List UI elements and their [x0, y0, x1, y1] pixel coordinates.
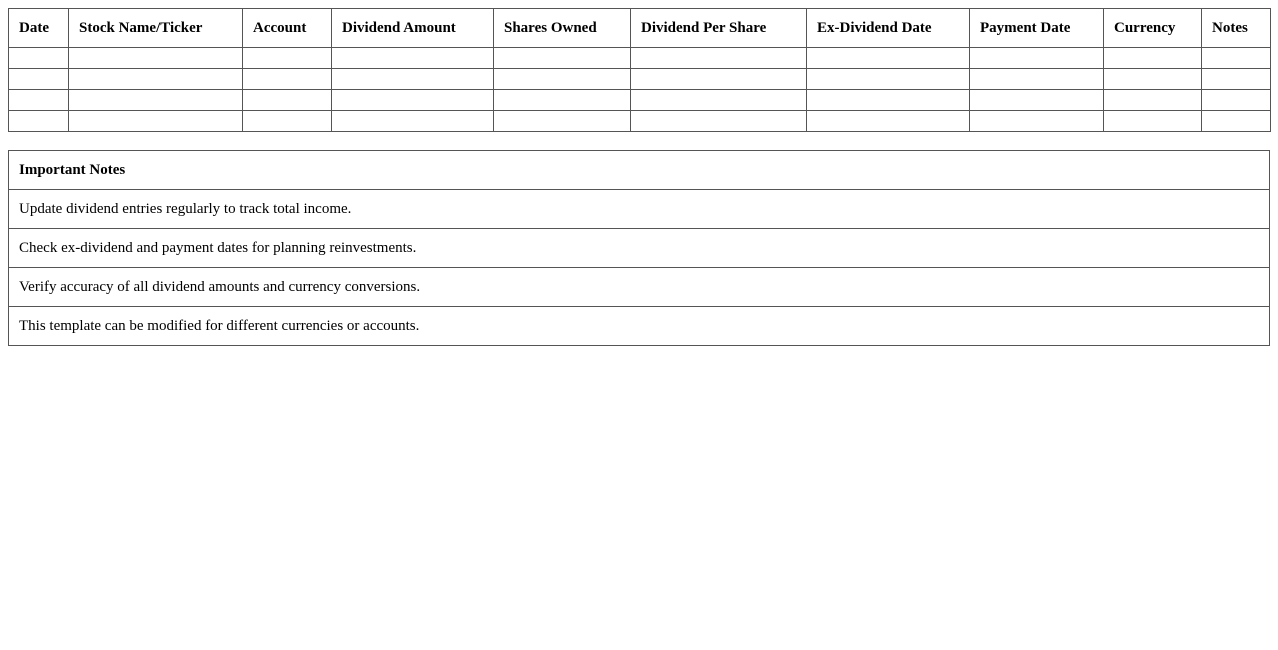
table-cell-currency[interactable] — [1104, 90, 1202, 111]
table-cell-stock-name-ticker[interactable] — [69, 69, 243, 90]
column-header-notes: Notes — [1202, 9, 1271, 48]
note-item: Verify accuracy of all dividend amounts and currency conversions. — [9, 268, 1270, 307]
note-item: Check ex-dividend and payment dates for planning reinvestments. — [9, 229, 1270, 268]
note-row — [9, 229, 1270, 268]
page-content — [8, 8, 1270, 346]
table-cell-dividend-per-share[interactable] — [631, 111, 807, 132]
column-header-dividend-per-share: Dividend Per Share — [631, 9, 807, 48]
table-cell-notes[interactable] — [1202, 111, 1271, 132]
column-header-stock-name-ticker: Stock Name/Ticker — [69, 9, 243, 48]
table-cell-ex-dividend-date[interactable] — [807, 69, 970, 90]
table-cell-ex-dividend-date[interactable] — [807, 111, 970, 132]
dividend-tracker-table — [8, 8, 1271, 132]
table-cell-notes[interactable] — [1202, 90, 1271, 111]
note-item: This template can be modified for different currencies or accounts. — [9, 307, 1270, 346]
table-row — [9, 69, 1271, 90]
table-cell-dividend-amount[interactable] — [332, 111, 494, 132]
table-cell-dividend-per-share[interactable] — [631, 48, 807, 69]
table-cell-date[interactable] — [9, 90, 69, 111]
note-item: Update dividend entries regularly to track total income. — [9, 190, 1270, 229]
table-cell-account[interactable] — [243, 69, 332, 90]
table-cell-currency[interactable] — [1104, 69, 1202, 90]
column-header-dividend-amount: Dividend Amount — [332, 9, 494, 48]
table-cell-ex-dividend-date[interactable] — [807, 48, 970, 69]
note-row — [9, 190, 1270, 229]
table-cell-stock-name-ticker[interactable] — [69, 48, 243, 69]
notes-title: Important Notes — [9, 151, 1270, 190]
table-cell-shares-owned[interactable] — [494, 48, 631, 69]
table-cell-dividend-amount[interactable] — [332, 48, 494, 69]
column-header-date: Date — [9, 9, 69, 48]
table-cell-account[interactable] — [243, 111, 332, 132]
table-cell-notes[interactable] — [1202, 48, 1271, 69]
important-notes-table — [8, 150, 1270, 346]
table-cell-shares-owned[interactable] — [494, 111, 631, 132]
column-header-shares-owned: Shares Owned — [494, 9, 631, 48]
notes-title-row — [9, 151, 1270, 190]
column-header-account: Account — [243, 9, 332, 48]
table-cell-notes[interactable] — [1202, 69, 1271, 90]
table-cell-dividend-amount[interactable] — [332, 90, 494, 111]
table-cell-dividend-per-share[interactable] — [631, 69, 807, 90]
column-header-currency: Currency — [1104, 9, 1202, 48]
table-row — [9, 111, 1271, 132]
table-cell-payment-date[interactable] — [970, 69, 1104, 90]
table-cell-stock-name-ticker[interactable] — [69, 90, 243, 111]
table-cell-currency[interactable] — [1104, 111, 1202, 132]
table-row — [9, 48, 1271, 69]
table-cell-dividend-amount[interactable] — [332, 69, 494, 90]
column-header-payment-date: Payment Date — [970, 9, 1104, 48]
table-cell-payment-date[interactable] — [970, 111, 1104, 132]
table-cell-date[interactable] — [9, 48, 69, 69]
table-cell-date[interactable] — [9, 111, 69, 132]
table-cell-payment-date[interactable] — [970, 90, 1104, 111]
table-header-row — [9, 9, 1271, 48]
table-row — [9, 90, 1271, 111]
table-cell-currency[interactable] — [1104, 48, 1202, 69]
table-cell-date[interactable] — [9, 69, 69, 90]
table-cell-account[interactable] — [243, 48, 332, 69]
table-cell-dividend-per-share[interactable] — [631, 90, 807, 111]
table-cell-stock-name-ticker[interactable] — [69, 111, 243, 132]
table-cell-payment-date[interactable] — [970, 48, 1104, 69]
note-row — [9, 307, 1270, 346]
column-header-ex-dividend-date: Ex-Dividend Date — [807, 9, 970, 48]
table-cell-ex-dividend-date[interactable] — [807, 90, 970, 111]
table-cell-shares-owned[interactable] — [494, 69, 631, 90]
table-cell-account[interactable] — [243, 90, 332, 111]
note-row — [9, 268, 1270, 307]
table-cell-shares-owned[interactable] — [494, 90, 631, 111]
